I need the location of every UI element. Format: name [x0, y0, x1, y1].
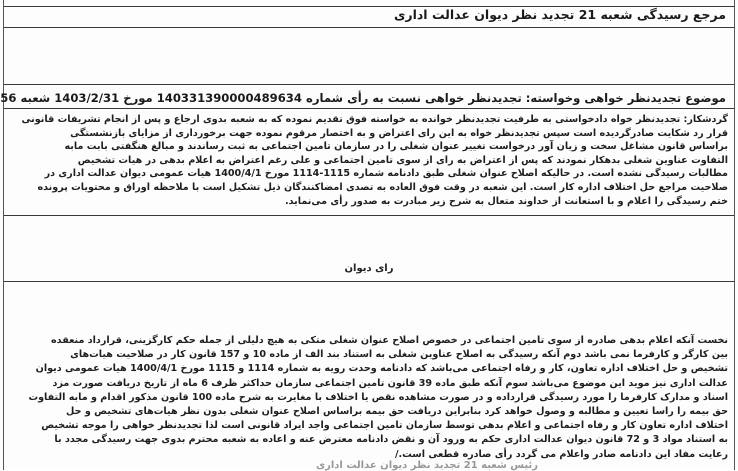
verdict-line: نخست آنکه اعلام بدهی صادره از سوی تامین اجتماعی در خصوص اصلاح عنوان شغلی متکی به هیچ دلیلی از جمله حکم کارگزینی، قرارداد منعقده [51, 335, 728, 346]
subject-bottom-rule [4, 108, 734, 109]
report-line: گردشکار: تجدیدنظر خواه دادخواستی به طرفیت تجدیدنظر خوانده به خواسته فوق تقدیم نموده که به شعبه بدوی ارجاع و پس از انجام تشریفات قانونی [21, 114, 728, 125]
verdict-title: رای دیوان [344, 263, 394, 274]
verdict-line: تشخیص و حل اختلاف اداره تعاون، کار و رفاه اجتماعی می‌باشد که دادنامه وحدت رویه به شماره 1114 و 1115 مورخ 1400/4/1 هیات عمومی دیوان [35, 363, 728, 375]
verdict-line: به استناد مواد 3 و 72 قانون دیوان عدالت اداری حکم به ورود آن و نقض دادنامه معترض عنه و اعاده به شعبه محترم بدوی جهت رسیدگی مجدد با [54, 434, 728, 446]
verdict-line: رعایت مفاد این دادنامه صادر واعلام می گردد رأی صادره قطعی است./ [394, 448, 728, 460]
report-line: التفاوت عناوین شغلی بدهکار نمودند که پس از اعتراض به رای از سوی تامین اجتماعی و علی رغم اعتراض به اعلام بدهی در هیات تشخیص [77, 154, 728, 166]
verdict-line: بین کارگر و کارفرما نمی باشد دوم آنکه رسیدگی به اصلاح عناوین شغلی به استناد بند الف از ماده 10 و 157 قانون کار در صلاحیت هیات‌های [70, 349, 728, 361]
subject-line: موضوع تجدیدنظر خواهی وخواسته: تجدیدنظر خواهی نسبت به رأی شماره 140331390000489634 مورخ 1403/2/31 شعبه 56 [0, 91, 726, 105]
verdict-title-rule [4, 281, 734, 282]
verdict-line: حق بیمه را راسا تعیین و مطالبه و وصول خواهد کرد بنابراین دریافت حق بیمه براساس اصلاح عنوان شغلی بدون نظر هیات‌های تشخیص و حل [66, 406, 728, 418]
footer-signature-line: رئیس شعبه 21 تجدید نظر دیوان عدالت اداری [315, 460, 538, 471]
header-rule [4, 27, 734, 28]
report-line: صلاحیت مراجع حل اختلاف اداره کار است. این شعبه در وقت فوق العاده به تصدی امضاکنندگان ذیل تشکیل است با ملاحظه اوراق و محتویات پرونده [37, 181, 728, 193]
reference-line: مرجع رسیدگی شعبه 21 تجدید نظر دیوان عدالت اداری [393, 7, 726, 22]
subject-top-rule [4, 84, 734, 85]
report-line: براساس قانون مشاغل سخت و زیان آور درخواست تغییر عنوان شغلی را در سازمان تامین اجتماعی به ثبت رساندند و مبالغ هنگفتی بابت مابه [64, 141, 728, 153]
report-line: قرار رد شکایت صادرگردیده است سپس تجدیدنظر خواه به این رای اعتراض و به اختصار مرقوم نموده جهت برخورداری از مزایای بازنشستگی [70, 127, 728, 139]
report-line: مطالبات رسیدگی نشده است. در حالیکه اصلاح عنوان شغلی طبق دادنامه شماره 1115-1114 مورخ 1400/4/1 هیات عمومی دیوان عدالت اداری در [44, 168, 728, 180]
page-left-border [3, 0, 4, 470]
report-paragraph [8, 113, 728, 208]
report-line: ختم رسیدگی را اعلام و با استعانت از خداوند متعال به شرح زیر مبادرت به صدور رأی می‌نماید. [284, 195, 728, 207]
page-right-border [734, 0, 735, 470]
verdict-paragraph [8, 334, 728, 462]
report-bottom-rule [4, 215, 734, 216]
verdict-line: اسناد و مدارک کارفرما را مورد رسیدگی قرارداده و در صورت مشاهده نقص یا اختلاف با مغایرت به شرح ماده 100 قانون مذکور اقدام و مابه التفاوت [28, 391, 728, 403]
verdict-line: عدالت اداری نیز موید این موضوع می‌باشد سوم آنکه طبق ماده 39 قانون تامین اجتماعی سازمان حداکثر ظرف 6 ماه از تاریخ دریافت صورت مزد [52, 377, 728, 389]
verdict-line: اختلاف اداره تعاون کار و رفاه اجتماعی و اعلام بدهی توسط سازمان تامین اجتماعی واجد ایراد قانونی است لذا تجدیدنظر خواهی را موجه تشخیص [41, 420, 728, 432]
